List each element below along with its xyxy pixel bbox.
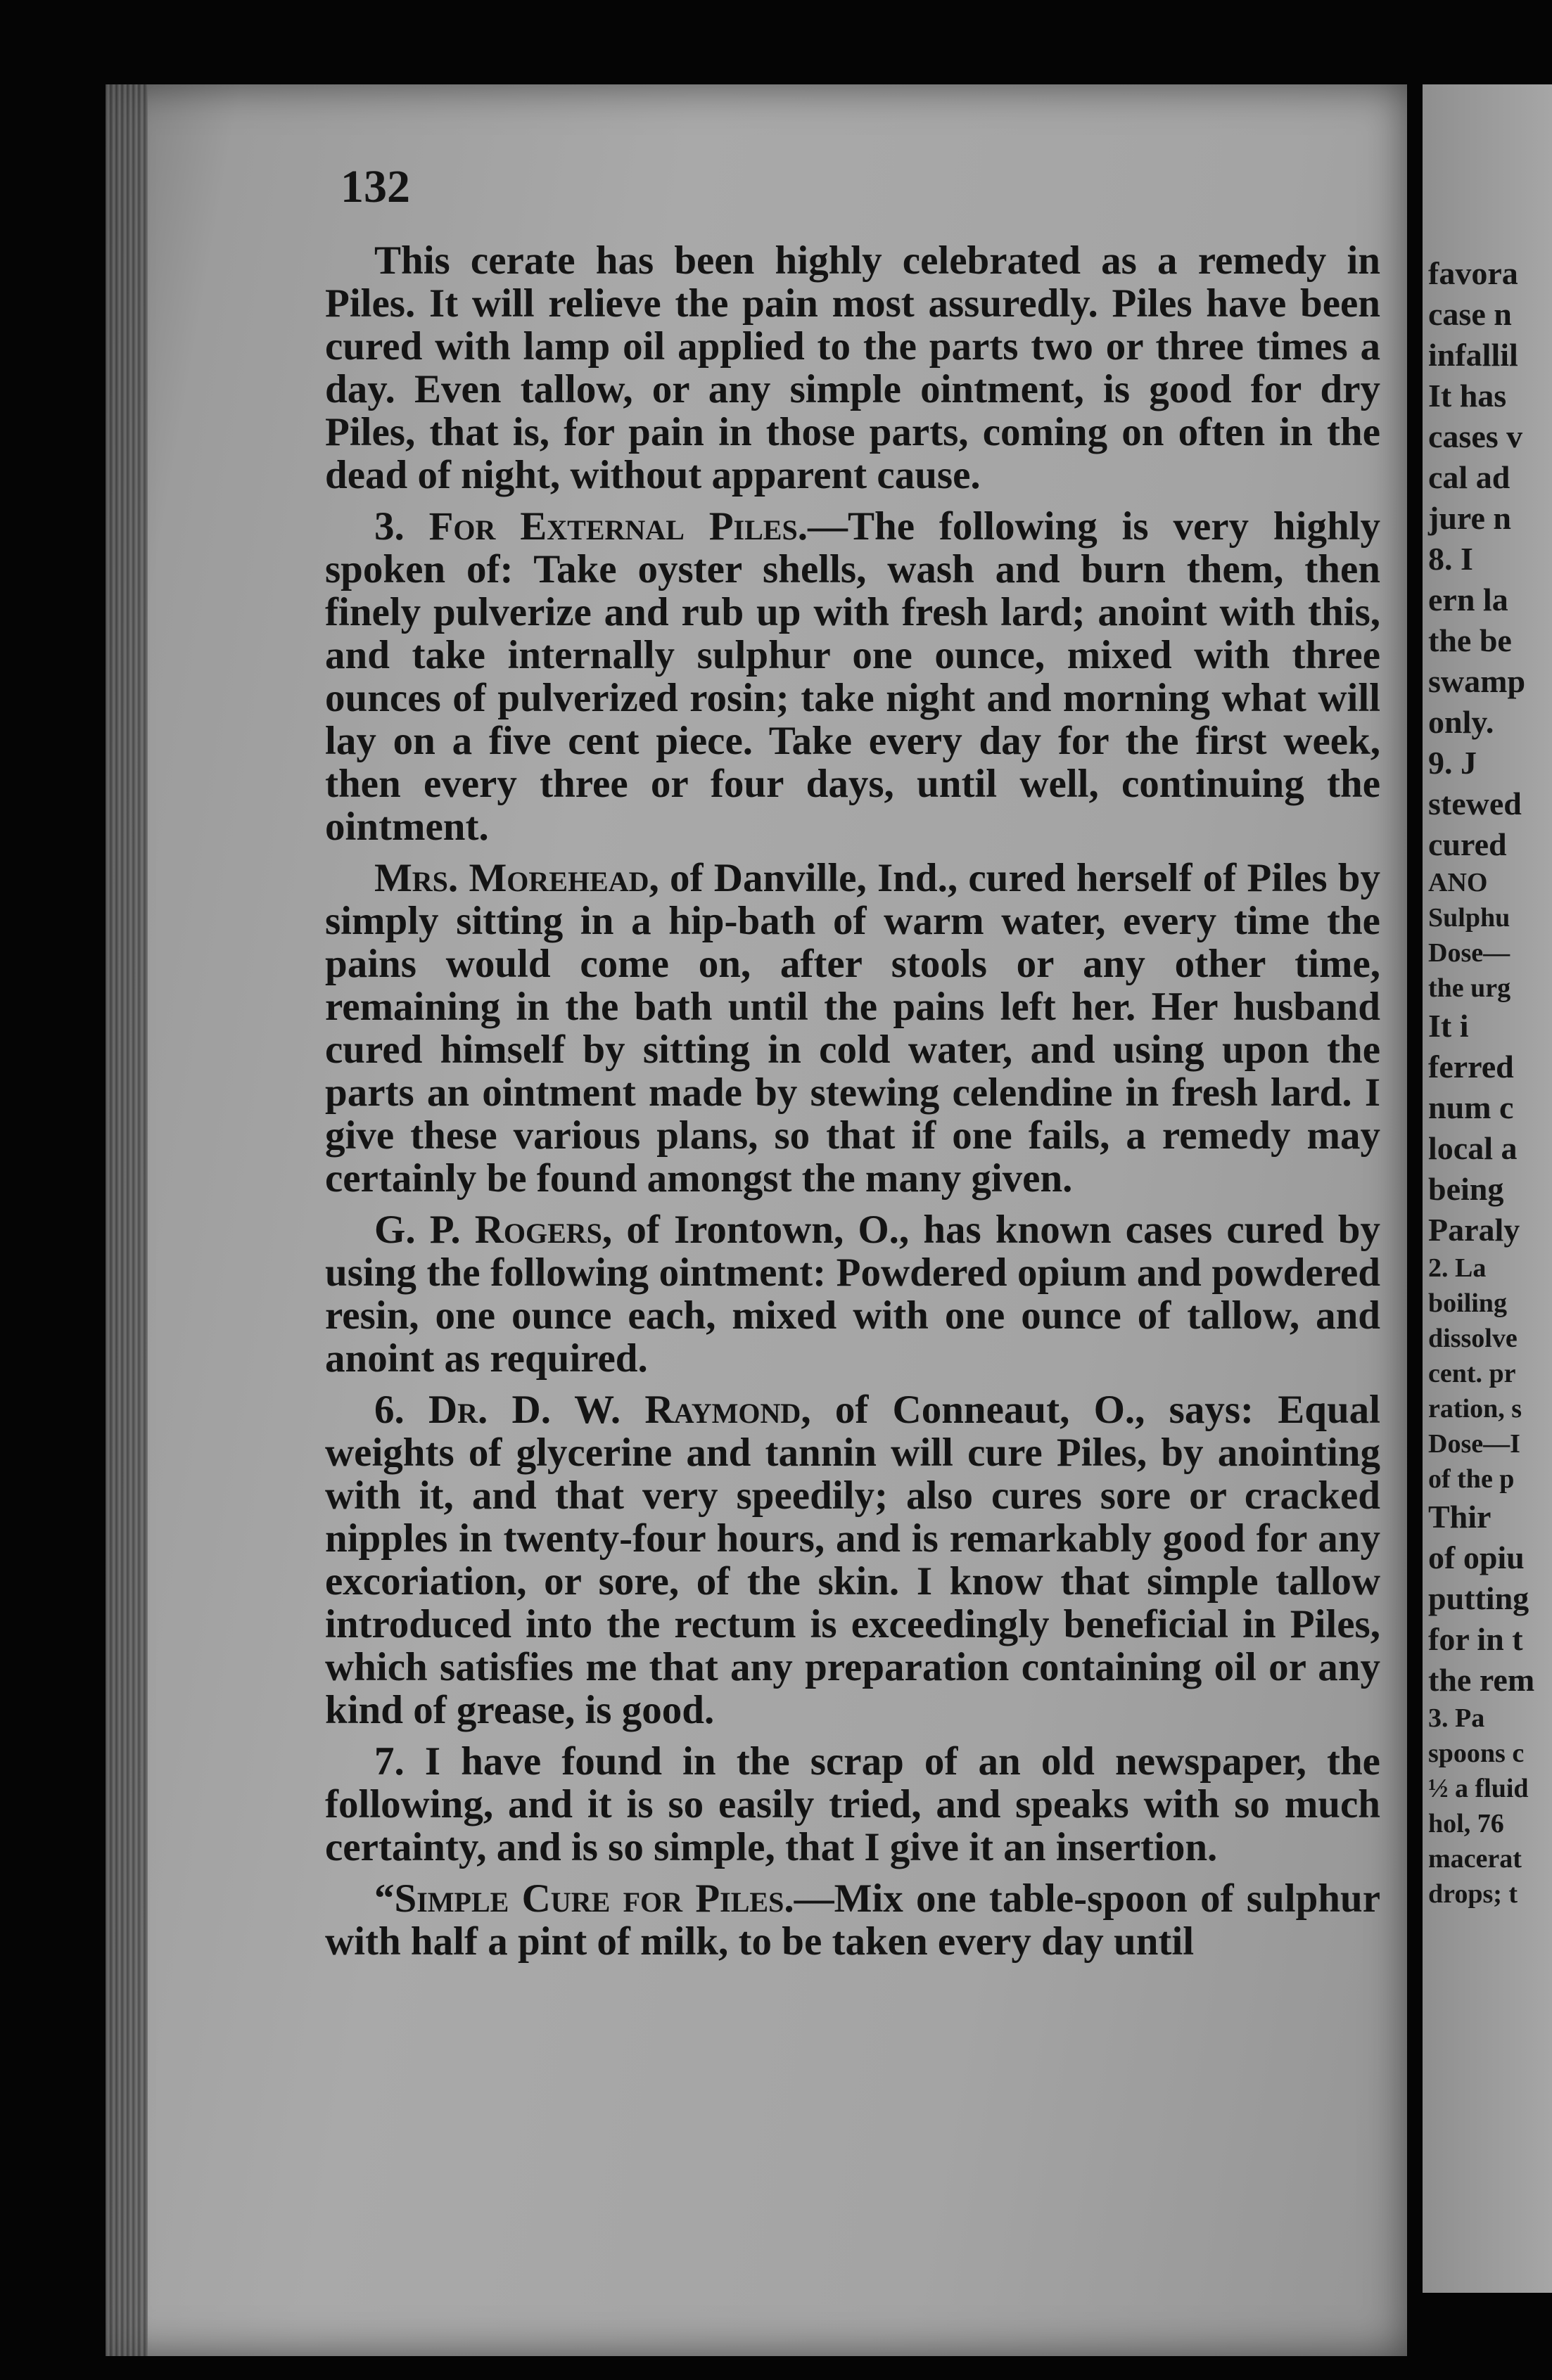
- facing-page-line: 8. I: [1428, 541, 1473, 577]
- page-body: [325, 239, 1380, 1971]
- facing-page-line: Thir: [1428, 1499, 1491, 1535]
- facing-page-line: num c: [1428, 1089, 1514, 1125]
- facing-page-line: cent. pr: [1428, 1359, 1516, 1388]
- facing-page-line: ration, s: [1428, 1394, 1522, 1423]
- facing-page-line: 3. Pa: [1428, 1703, 1485, 1733]
- facing-page-line: boiling: [1428, 1288, 1507, 1318]
- facing-page-line: the rem: [1428, 1662, 1535, 1698]
- facing-page-line: being: [1428, 1171, 1504, 1207]
- paragraph-heading: G. P. Rogers,: [374, 1208, 613, 1252]
- paragraph-heading: Mrs. Morehead,: [374, 856, 659, 900]
- paragraph-simple-cure: [325, 1877, 1380, 1963]
- paragraph-external-piles: [325, 505, 1380, 848]
- facing-page-line: the be: [1428, 622, 1512, 658]
- facing-page-line: cal ad: [1428, 459, 1510, 495]
- facing-page-line: macerat: [1428, 1844, 1522, 1874]
- facing-page-line: for in t: [1428, 1621, 1523, 1657]
- paragraph-cerate: This cerate has been highly celebrated as a remedy in Piles. It will relieve the pain most assuredly. Piles have been cured with lamp oil applied to the parts two or three times a day. Even tallow, or any simple ointment, is good for dry Piles, that is, for pain in those parts, coming on often in the dead of night, without apparent cause.: [325, 238, 1380, 497]
- paragraph-text: —The following is very highly spoken of: Take oyster shells, wash and burn them, then finely pulverize and rub up with fresh lard; anoint with this, and take internally sulphur one ounce, mixed with three ounces of pulverized rosin; take night and morning what will lay on a five cent piece. Take every day for the first week, then every three or four days, until well, continuing the ointment.: [325, 504, 1380, 849]
- facing-page-line: the urg: [1428, 973, 1511, 1003]
- paragraph-rogers: [325, 1208, 1380, 1380]
- facing-page-line: cases v: [1428, 418, 1523, 454]
- facing-page: [1423, 84, 1552, 2293]
- facing-page-line: Sulphu: [1428, 903, 1510, 933]
- facing-page-line: spoons c: [1428, 1739, 1525, 1768]
- facing-page-line: swamp: [1428, 663, 1526, 699]
- facing-page-line: Dose—: [1428, 938, 1510, 968]
- facing-page-text: [1428, 253, 1552, 1912]
- facing-page-line: It has: [1428, 378, 1507, 414]
- facing-page-line: ferred: [1428, 1049, 1514, 1085]
- facing-page-line: Paraly: [1428, 1212, 1520, 1248]
- paragraph-newspaper: 7. I have found in the scrap of an old newspaper, the following, and it is so easily tried, and speaks with so much certainty, and is so simple, that I give it an insertion.: [325, 1739, 1380, 1869]
- facing-page-line: ANO: [1428, 868, 1488, 897]
- paragraph-text: —Mix one table-spoon of sulphur with half a pint of milk, to be taken every day until: [325, 1876, 1380, 1964]
- facing-page-line: of opiu: [1428, 1540, 1525, 1575]
- paragraph-text: of Irontown, O., has known cases cured by using the following ointment: Powdered opium and powdered resin, one ounce each, mixed with one ounce of tallow, and anoint as required.: [325, 1208, 1380, 1381]
- page-edge: [106, 84, 148, 2356]
- facing-page-line: stewed: [1428, 786, 1522, 821]
- facing-page-line: infallil: [1428, 337, 1518, 373]
- facing-page-line: It i: [1428, 1008, 1469, 1044]
- facing-page-line: ½ a fluid: [1428, 1774, 1529, 1803]
- facing-page-line: local a: [1428, 1130, 1518, 1166]
- paragraph-heading: 6. Dr. D. W. Raymond,: [374, 1388, 811, 1432]
- paragraph-raymond: [325, 1388, 1380, 1732]
- facing-page-line: of the p: [1428, 1464, 1515, 1494]
- facing-page-line: 9. J: [1428, 745, 1477, 781]
- page-gutter: [1411, 84, 1423, 2380]
- facing-page-line: 2. La: [1428, 1253, 1487, 1283]
- facing-page-line: dissolve: [1428, 1324, 1518, 1353]
- facing-page-line: only.: [1428, 704, 1494, 740]
- paragraph-text: of Danville, Ind., cured herself of Piles by simply sitting in a hip-bath of warm water, every time the pains would come on, after stools or any other time, remaining in the bath until the pains left her. Her husband cured himself by sitting in cold water, and using upon the parts an ointment made by stewing celendine in fresh lard. I give these various plans, so that if one fails, a remedy may certainly be found amongst the many given.: [325, 856, 1380, 1201]
- facing-page-line: putting: [1428, 1580, 1529, 1616]
- facing-page-line: case n: [1428, 296, 1512, 332]
- facing-page-line: Dose—I: [1428, 1429, 1520, 1459]
- page-number: 132: [341, 161, 410, 212]
- facing-page-line: jure n: [1428, 500, 1511, 536]
- paragraph-text: of Conneaut, O., says: Equal weights of glycerine and tannin will cure Piles, by anointing with it, and that very speedily; also cures sore or cracked nipples in twenty-four hours, and is remarkably good for any excoriation, or sore, of the skin. I know that simple tallow introduced into the rectum is exceedingly beneficial in Piles, which satisfies me that any preparation containing oil or any kind of grease, is good.: [325, 1388, 1381, 1732]
- facing-page-line: favora: [1428, 255, 1518, 291]
- paragraph-morehead: [325, 857, 1380, 1200]
- paragraph-heading: 3. For External Piles.: [374, 504, 808, 549]
- facing-page-line: drops; t: [1428, 1879, 1518, 1909]
- facing-page-line: cured: [1428, 826, 1507, 862]
- paragraph-heading: “Simple Cure for Piles.: [374, 1876, 794, 1921]
- facing-page-line: hol, 76: [1428, 1809, 1504, 1838]
- facing-page-line: ern la: [1428, 582, 1508, 618]
